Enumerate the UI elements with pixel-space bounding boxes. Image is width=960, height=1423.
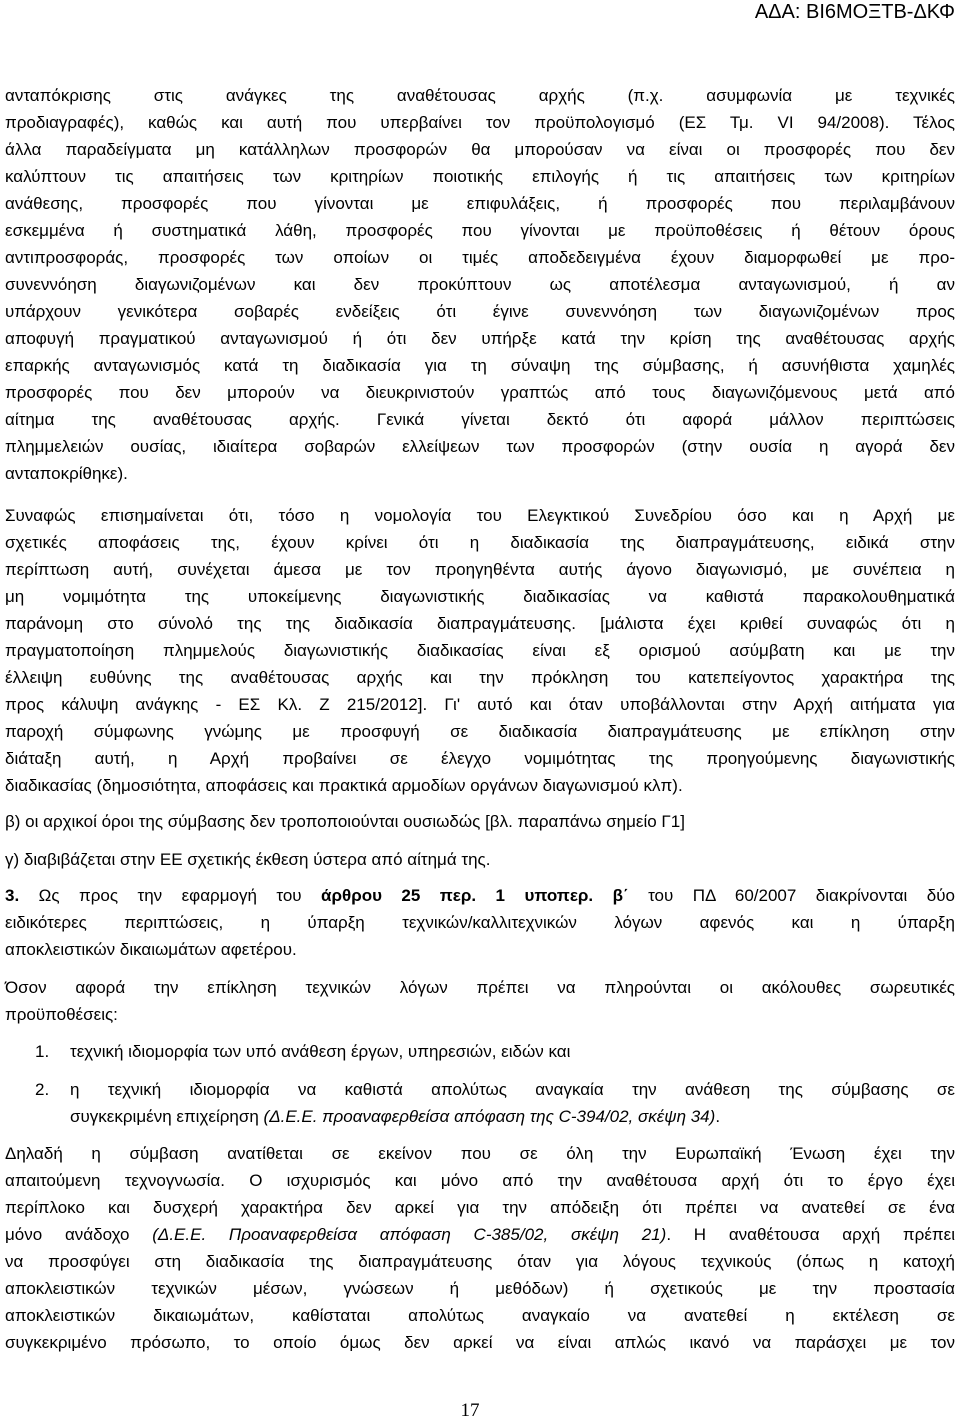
paragraph-line: καλύπτουν τις απαιτήσεις των κριτηρίων ποιοτικής επιλογής ή τις απαιτήσεις των κριτηρίων — [5, 167, 955, 186]
paragraph-line: παροχή σύμφωνης γνώμης με προσφυγή σε διαδικασία διαπραγμάτευσης με επίκληση στην — [5, 722, 955, 741]
paragraph-unsuitable-offers — [5, 82, 955, 487]
paragraph-line: προϋποθέσεις: — [5, 1005, 118, 1024]
paragraph-line: περίπλοκο και δυσχερή χαρακτήρα δεν αρκεί για την απόδειξη ότι πρέπει να ανατεθεί σε ένα — [5, 1198, 955, 1217]
paragraph-line: να προσφύγει στη διαδικασία της διαπραγμάτευσης όταν για λόγους τεχνικούς (όπως η κατοχή — [5, 1252, 955, 1271]
line-text: μόνο ανάδοχο — [5, 1225, 153, 1244]
paragraph-line: Συναφώς επισημαίνεται ότι, τόσο η νομολογία του Ελεγκτικού Συνεδρίου όσο και η Αρχή με — [5, 506, 955, 525]
page-number: 17 — [460, 1400, 480, 1421]
paragraph-line: αποφυγή πραγματικού ανταγωνισμού ή ότι δεν υπήρξε κατά την κρίση της αναθέτουσας αρχής — [5, 329, 955, 348]
court-citation: (Δ.Ε.Ε. προαναφερθείσα απόφαση της C-394/02, σκέψη 34) — [263, 1107, 716, 1126]
paragraph-line: συγκεκριμένο πρόσωπο, το οποίο όμως δεν αρκεί να είναι απλώς ικανό να παράσχει με τον — [5, 1333, 955, 1352]
paragraph-article-25 — [5, 882, 955, 963]
paragraph-line: διάταξη αυτή, η Αρχή προβαίνει σε έλεγχο νομιμότητας της προηγούμενης διαγωνιστικής — [5, 749, 955, 768]
list-item-body — [70, 1038, 955, 1065]
paragraph-line: προσφορές που δεν μπορούν να διευκρινιστούν γραπτώς από τους διαγωνιζόμενους μετά από — [5, 383, 955, 402]
line-text: . Η αναθέτουσα αρχή πρέπει — [666, 1225, 955, 1244]
paragraph-line — [5, 1221, 955, 1248]
list-number: 1. — [35, 1042, 50, 1061]
list-item-body — [70, 1076, 955, 1130]
paragraph-line: προδιαγραφές), καθώς και αυτή που υπερβαίνει τον προϋπολογισμό (ΕΣ Τμ. VI 94/2008). Τέλος — [5, 113, 955, 132]
paragraph-line: αίτημα της αναθέτουσας αρχής. Γενικά γίνεται δεκτό ότι αφορά μάλλον περιπτώσεις — [5, 410, 955, 429]
paragraph-line: περίπτωση αυτή, συνέχεται άμεσα με τον προηγηθέντα αυτής άγονο διαγωνισμό, με συνέπεια η — [5, 560, 955, 579]
line-text: . — [715, 1107, 721, 1126]
paragraph-know-how — [5, 1140, 955, 1356]
paragraph-line: γ) διαβιβάζεται στην ΕΕ σχετικής έκθεση ύστερα από αίτημά της. — [5, 850, 491, 869]
paragraph-line: αποκλειστικών δικαιωμάτων, καθίσταται απολύτως αναγκαίο να ανατεθεί η εκτέλεση σε — [5, 1306, 955, 1325]
paragraph-line: αποκλειστικών τεχνικών μέσων, γνώσεων ή μεθόδων) ή σχετικούς με την προστασία — [5, 1279, 955, 1298]
paragraph-line: συνεννόηση διαγωνιζομένων και δεν προκύπτουν ως αποτέλεσμα ανταγωνισμού, ή αν — [5, 275, 955, 294]
paragraph-line — [5, 882, 955, 909]
ada-header: ΑΔΑ: ΒΙ6ΜΟΞΤΒ-ΔΚΦ — [754, 1, 955, 23]
paragraph-line: Όσον αφορά την επίκληση τεχνικών λόγων πρέπει να πληρούνται οι ακόλουθες σωρευτικές — [5, 978, 955, 997]
paragraph-line: ανάθεσης, προσφορές που γίνονται με επιφυλάξεις, ή προσφορές που περιλαμβάνουν — [5, 194, 955, 213]
line-text: Ως προς την εφαρμογή του — [19, 886, 322, 905]
paragraph-line: άλλα παραδείγματα μη κατάλληλων προσφορών θα μπορούσαν να είναι οι προσφορές που δεν — [5, 140, 955, 159]
court-citation: (Δ.Ε.Ε. Προαναφερθείσα απόφαση C-385/02, σκέψη 21) — [152, 1225, 667, 1244]
article-reference: άρθρου 25 περ. 1 υποπερ. β΄ — [321, 886, 629, 905]
paragraph-line: επαρκής ανταγωνισμός κατά τη διαδικασία για τη σύναψη της σύμβασης, ή ασυνήθιστα χαμηλές — [5, 356, 955, 375]
paragraph-line: αποκλειστικών δικαιωμάτων αφετέρου. — [5, 940, 297, 959]
paragraph-line: έλλειψη ευθύνης της αναθέτουσας αρχής και την πρόκληση του κατεπείγοντος χαρακτήρα της — [5, 668, 955, 687]
item-b — [5, 808, 955, 835]
section-number: 3. — [5, 886, 20, 905]
paragraph-line: η τεχνική ιδιομορφία να καθιστά απολύτως αναγκαία την ανάθεση της σύμβασης σε — [70, 1080, 955, 1099]
paragraph-line: υπάρχουν γενικότερα σοβαρές ενδείξεις ότι έγινε συνεννόηση των διαγωνιζομένων προς — [5, 302, 955, 321]
paragraph-line: πραγματοποίηση πλημμελούς διαγωνιστικής διαδικασίας είναι εξ ορισμού ασύμβατη και με την — [5, 641, 955, 660]
line-text: του ΠΔ 60/2007 διακρίνονται δύο — [628, 886, 955, 905]
paragraph-technical-reasons — [5, 974, 955, 1028]
paragraph-line: εσκεμμένα ή συστηματικά λάθη, προσφορές που γίνονται με προϋποθέσεις ή θέτουν όρους — [5, 221, 955, 240]
paragraph-case-law — [5, 502, 955, 799]
paragraph-line: πλημμελειών ουσίας, ιδιαίτερα σοβαρών ελλείψεων των προσφορών (στην ουσία η αγορά δεν — [5, 437, 955, 456]
paragraph-line: ειδικότερες περιπτώσεις, η ύπαρξη τεχνικών/καλλιτεχνικών λόγων αφενός και η ύπαρξη — [5, 913, 955, 932]
paragraph-line — [70, 1103, 955, 1130]
list-number: 2. — [35, 1080, 50, 1099]
paragraph-line: τεχνική ιδιομορφία των υπό ανάθεση έργων, υπηρεσιών, ειδών και — [70, 1042, 571, 1061]
paragraph-line: απαιτούμενη τεχνογνωσία. Ο ισχυρισμός και μόνο από την αναθέτουσα αρχή ότι το έργο έχει — [5, 1171, 955, 1190]
paragraph-line: Δηλαδή η σύμβαση ανατίθεται σε εκείνον που σε όλη την Ευρωπαϊκή Ένωση έχει την — [5, 1144, 955, 1163]
paragraph-line: διαδικασίας (δημοσιότητα, αποφάσεις και πρακτικά αρμοδίων οργάνων διαγωνισμού κλπ). — [5, 776, 683, 795]
paragraph-line: μη νομιμότητα της υποκείμενης διαγωνιστικής διαδικασίας να καθιστά παρακολουθηματικά — [5, 587, 955, 606]
paragraph-line: ανταπόκρισης στις ανάγκες της αναθέτουσας αρχής (π.χ. ασυμφωνία με τεχνικές — [5, 86, 955, 105]
item-c — [5, 846, 955, 873]
paragraph-line: ανταποκρίθηκε). — [5, 464, 128, 483]
paragraph-line: σχετικές αποφάσεις της, έχουν κρίνει ότι η διαδικασία της διαπραγμάτευσης, ειδικά στην — [5, 533, 955, 552]
paragraph-line: αντιπροσφοράς, προσφορές των οποίων οι τιμές αποδεδειγμένα έχουν διαμορφωθεί με προ- — [5, 248, 955, 267]
paragraph-line: προς κάλυψη ανάγκης - ΕΣ Κλ. Ζ 215/2012]. Γι' αυτό και όταν υποβάλλονται στην Αρχή αιτήματα για — [5, 695, 955, 714]
paragraph-line: παράνομη στο σύνολό της της διαδικασία διαπραγμάτευσης. [μάλιστα έχει κριθεί συναφώς ότι η — [5, 614, 955, 633]
line-text: συγκεκριμένη επιχείρηση — [70, 1107, 264, 1126]
paragraph-line: β) οι αρχικοί όροι της σύμβασης δεν τροποποιούνται ουσιωδώς [βλ. παραπάνω σημείο Γ1] — [5, 812, 685, 831]
